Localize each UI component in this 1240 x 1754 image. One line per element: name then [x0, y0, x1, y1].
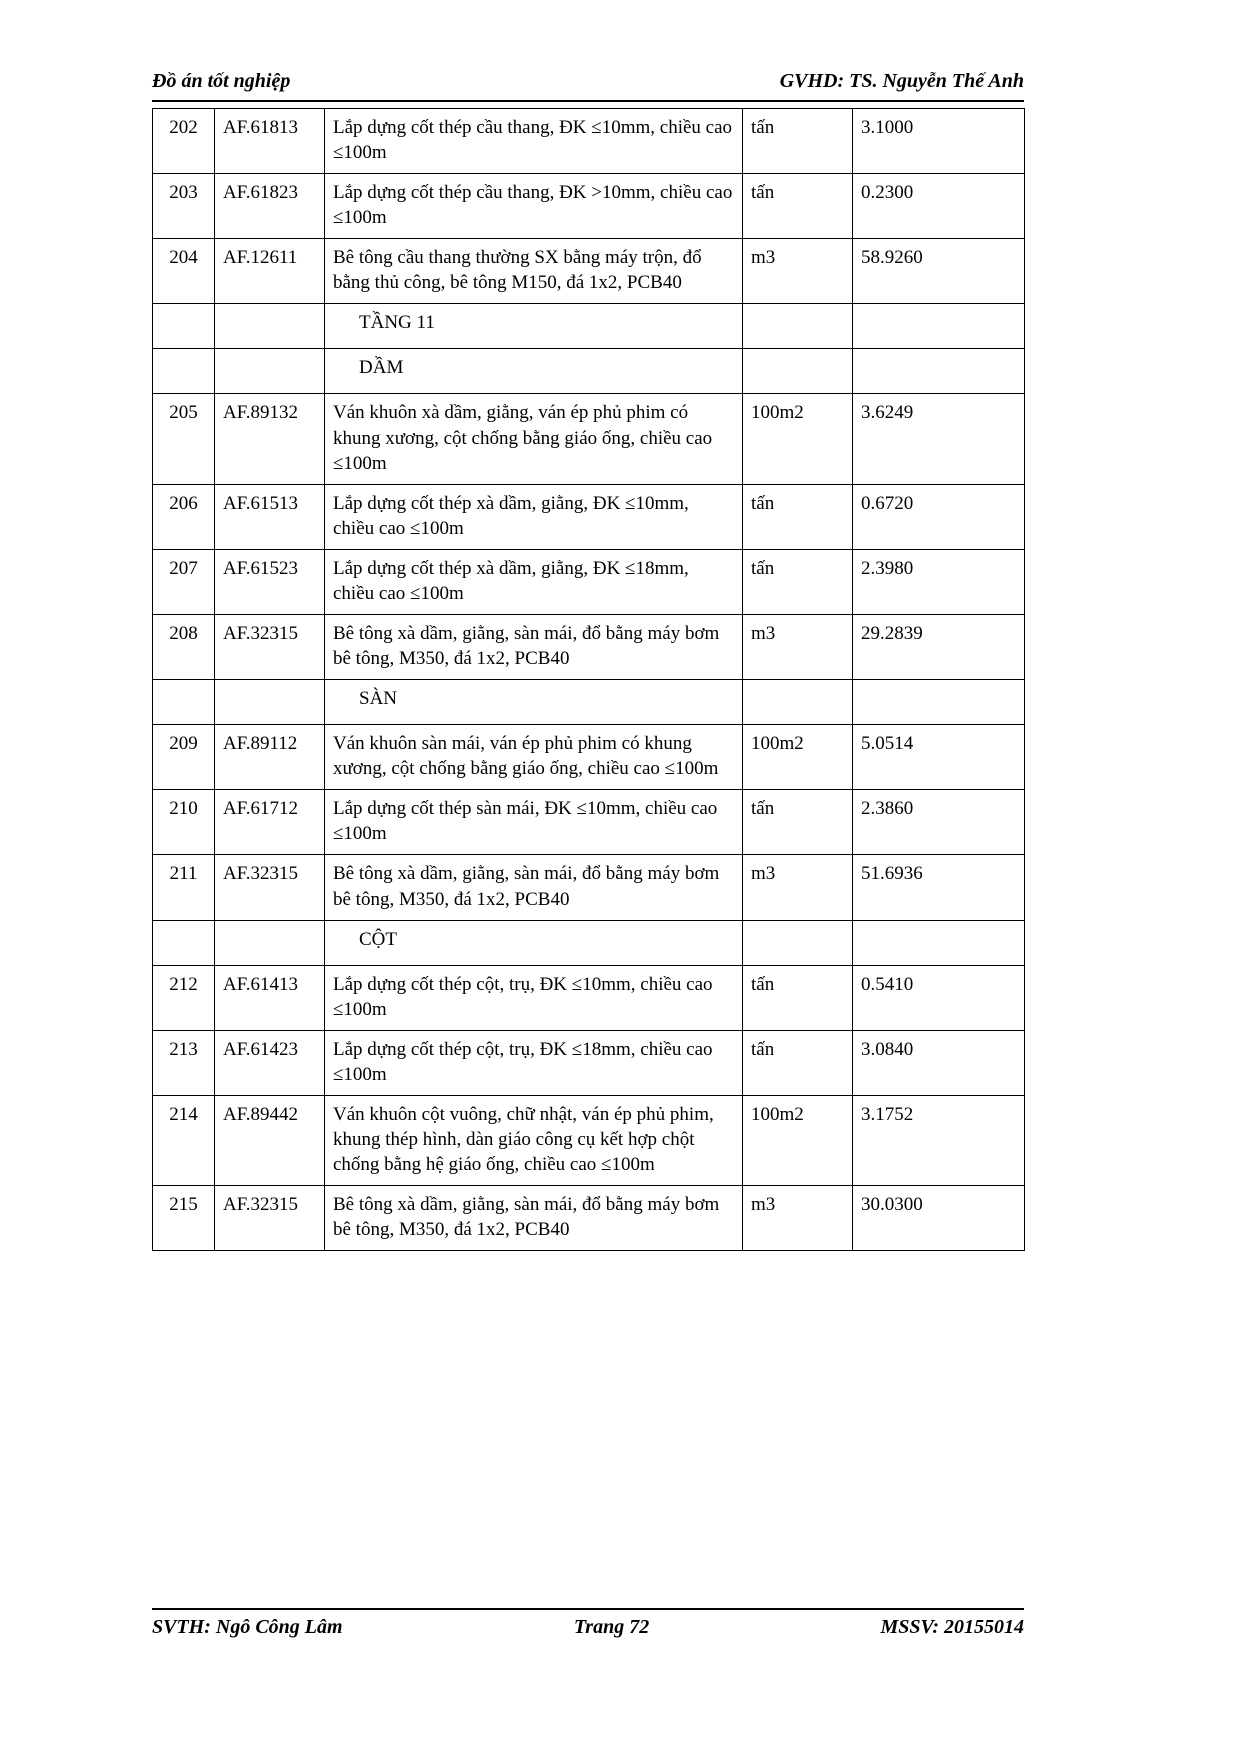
table-row — [153, 1030, 1025, 1095]
cell-code — [215, 349, 325, 394]
cell-description: Lắp dựng cốt thép xà dầm, giằng, ĐK ≤10mm, chiều cao ≤100m — [325, 484, 743, 549]
table-row — [153, 965, 1025, 1030]
cell-code: AF.89112 — [215, 725, 325, 790]
cell-description: Lắp dựng cốt thép cầu thang, ĐK ≤10mm, chiều cao ≤100m — [325, 109, 743, 174]
cell-stt: 208 — [153, 615, 215, 680]
table-row — [153, 484, 1025, 549]
cell-quantity — [853, 680, 1025, 725]
table-row — [153, 239, 1025, 304]
table-row — [153, 725, 1025, 790]
cell-stt — [153, 920, 215, 965]
cell-quantity — [853, 920, 1025, 965]
cell-code — [215, 920, 325, 965]
table-row — [153, 615, 1025, 680]
cell-description: Ván khuôn cột vuông, chữ nhật, ván ép phủ phim, khung thép hình, dàn giáo công cụ kết hợp chột chống bằng hệ giáo ống, chiều cao ≤100m — [325, 1095, 743, 1185]
cell-quantity: 29.2839 — [853, 615, 1025, 680]
cell-description: TẦNG 11 — [325, 304, 743, 349]
cell-code: AF.32315 — [215, 615, 325, 680]
cell-quantity: 0.5410 — [853, 965, 1025, 1030]
cell-stt: 215 — [153, 1186, 215, 1251]
cell-code: AF.89442 — [215, 1095, 325, 1185]
cell-stt: 204 — [153, 239, 215, 304]
cell-description: DẦM — [325, 349, 743, 394]
cell-unit: m3 — [743, 239, 853, 304]
footer-divider — [152, 1608, 1024, 1610]
table-row — [153, 174, 1025, 239]
cell-quantity: 3.1000 — [853, 109, 1025, 174]
cell-quantity — [853, 349, 1025, 394]
cell-code: AF.61413 — [215, 965, 325, 1030]
cell-stt: 207 — [153, 549, 215, 614]
table-row — [153, 855, 1025, 920]
table-row — [153, 109, 1025, 174]
cell-description: Lắp dựng cốt thép cột, trụ, ĐK ≤18mm, chiều cao ≤100m — [325, 1030, 743, 1095]
cell-description: Bê tông cầu thang thường SX bằng máy trộn, đổ bằng thủ công, bê tông M150, đá 1x2, PCB40 — [325, 239, 743, 304]
bill-of-quantities-table — [152, 108, 1025, 1251]
table-row — [153, 394, 1025, 484]
cell-quantity: 30.0300 — [853, 1186, 1025, 1251]
header-right-text: GVHD: TS. Nguyễn Thế Anh — [779, 70, 1024, 92]
table-section-row — [153, 680, 1025, 725]
cell-stt: 213 — [153, 1030, 215, 1095]
cell-stt: 214 — [153, 1095, 215, 1185]
cell-stt — [153, 304, 215, 349]
cell-unit: tấn — [743, 790, 853, 855]
cell-quantity: 3.1752 — [853, 1095, 1025, 1185]
cell-stt: 203 — [153, 174, 215, 239]
cell-code: AF.61813 — [215, 109, 325, 174]
cell-code: AF.61823 — [215, 174, 325, 239]
cell-code — [215, 680, 325, 725]
table-section-row — [153, 920, 1025, 965]
cell-description: Lắp dựng cốt thép cầu thang, ĐK >10mm, chiều cao ≤100m — [325, 174, 743, 239]
cell-description: CỘT — [325, 920, 743, 965]
cell-stt — [153, 680, 215, 725]
table-section-row — [153, 349, 1025, 394]
cell-unit — [743, 304, 853, 349]
cell-description: Bê tông xà dầm, giằng, sàn mái, đổ bằng máy bơm bê tông, M350, đá 1x2, PCB40 — [325, 855, 743, 920]
cell-description: Lắp dựng cốt thép sàn mái, ĐK ≤10mm, chiều cao ≤100m — [325, 790, 743, 855]
cell-code: AF.12611 — [215, 239, 325, 304]
cell-quantity: 3.0840 — [853, 1030, 1025, 1095]
cell-code: AF.32315 — [215, 1186, 325, 1251]
cell-unit: tấn — [743, 484, 853, 549]
cell-code: AF.61423 — [215, 1030, 325, 1095]
cell-unit: m3 — [743, 1186, 853, 1251]
cell-stt: 206 — [153, 484, 215, 549]
table-row — [153, 549, 1025, 614]
cell-unit — [743, 680, 853, 725]
cell-quantity: 3.6249 — [853, 394, 1025, 484]
cell-description: Ván khuôn xà dầm, giằng, ván ép phủ phim có khung xương, cột chống bằng giáo ống, chiều cao ≤100m — [325, 394, 743, 484]
cell-unit: 100m2 — [743, 725, 853, 790]
table-row — [153, 790, 1025, 855]
table-row — [153, 1186, 1025, 1251]
header-divider — [152, 100, 1024, 102]
table-section-row — [153, 304, 1025, 349]
cell-stt: 212 — [153, 965, 215, 1030]
cell-code: AF.61513 — [215, 484, 325, 549]
cell-unit: m3 — [743, 615, 853, 680]
footer-right-text: MSSV: 20155014 — [880, 1616, 1024, 1638]
cell-code: AF.32315 — [215, 855, 325, 920]
cell-code: AF.61523 — [215, 549, 325, 614]
cell-quantity: 5.0514 — [853, 725, 1025, 790]
cell-quantity: 0.6720 — [853, 484, 1025, 549]
cell-unit — [743, 349, 853, 394]
footer-left-text: SVTH: Ngô Công Lâm — [152, 1616, 343, 1638]
cell-quantity: 51.6936 — [853, 855, 1025, 920]
cell-description: Lắp dựng cốt thép cột, trụ, ĐK ≤10mm, chiều cao ≤100m — [325, 965, 743, 1030]
footer-page-number: Trang 72 — [573, 1616, 650, 1638]
cell-quantity: 58.9260 — [853, 239, 1025, 304]
cell-stt — [153, 349, 215, 394]
page-header — [152, 70, 1024, 93]
cell-unit: tấn — [743, 174, 853, 239]
cell-stt: 209 — [153, 725, 215, 790]
cell-unit: tấn — [743, 965, 853, 1030]
cell-description: Bê tông xà dầm, giằng, sàn mái, đổ bằng máy bơm bê tông, M350, đá 1x2, PCB40 — [325, 1186, 743, 1251]
cell-unit: tấn — [743, 1030, 853, 1095]
page-footer — [152, 1616, 1024, 1639]
cell-description: Lắp dựng cốt thép xà dầm, giằng, ĐK ≤18mm, chiều cao ≤100m — [325, 549, 743, 614]
table-row — [153, 1095, 1025, 1185]
cell-description: Bê tông xà dầm, giằng, sàn mái, đổ bằng máy bơm bê tông, M350, đá 1x2, PCB40 — [325, 615, 743, 680]
cell-unit: m3 — [743, 855, 853, 920]
cell-quantity: 2.3860 — [853, 790, 1025, 855]
cell-stt: 205 — [153, 394, 215, 484]
cell-quantity — [853, 304, 1025, 349]
cell-stt: 210 — [153, 790, 215, 855]
cell-unit — [743, 920, 853, 965]
cell-unit: tấn — [743, 109, 853, 174]
cell-code — [215, 304, 325, 349]
cell-quantity: 2.3980 — [853, 549, 1025, 614]
cell-stt: 211 — [153, 855, 215, 920]
cell-unit: tấn — [743, 549, 853, 614]
cell-unit: 100m2 — [743, 1095, 853, 1185]
cell-unit: 100m2 — [743, 394, 853, 484]
cell-description: Ván khuôn sàn mái, ván ép phủ phim có khung xương, cột chống bằng giáo ống, chiều cao ≤100m — [325, 725, 743, 790]
cell-description: SÀN — [325, 680, 743, 725]
cell-code: AF.89132 — [215, 394, 325, 484]
cell-quantity: 0.2300 — [853, 174, 1025, 239]
cell-code: AF.61712 — [215, 790, 325, 855]
header-left-text: Đồ án tốt nghiệp — [152, 70, 291, 92]
cell-stt: 202 — [153, 109, 215, 174]
